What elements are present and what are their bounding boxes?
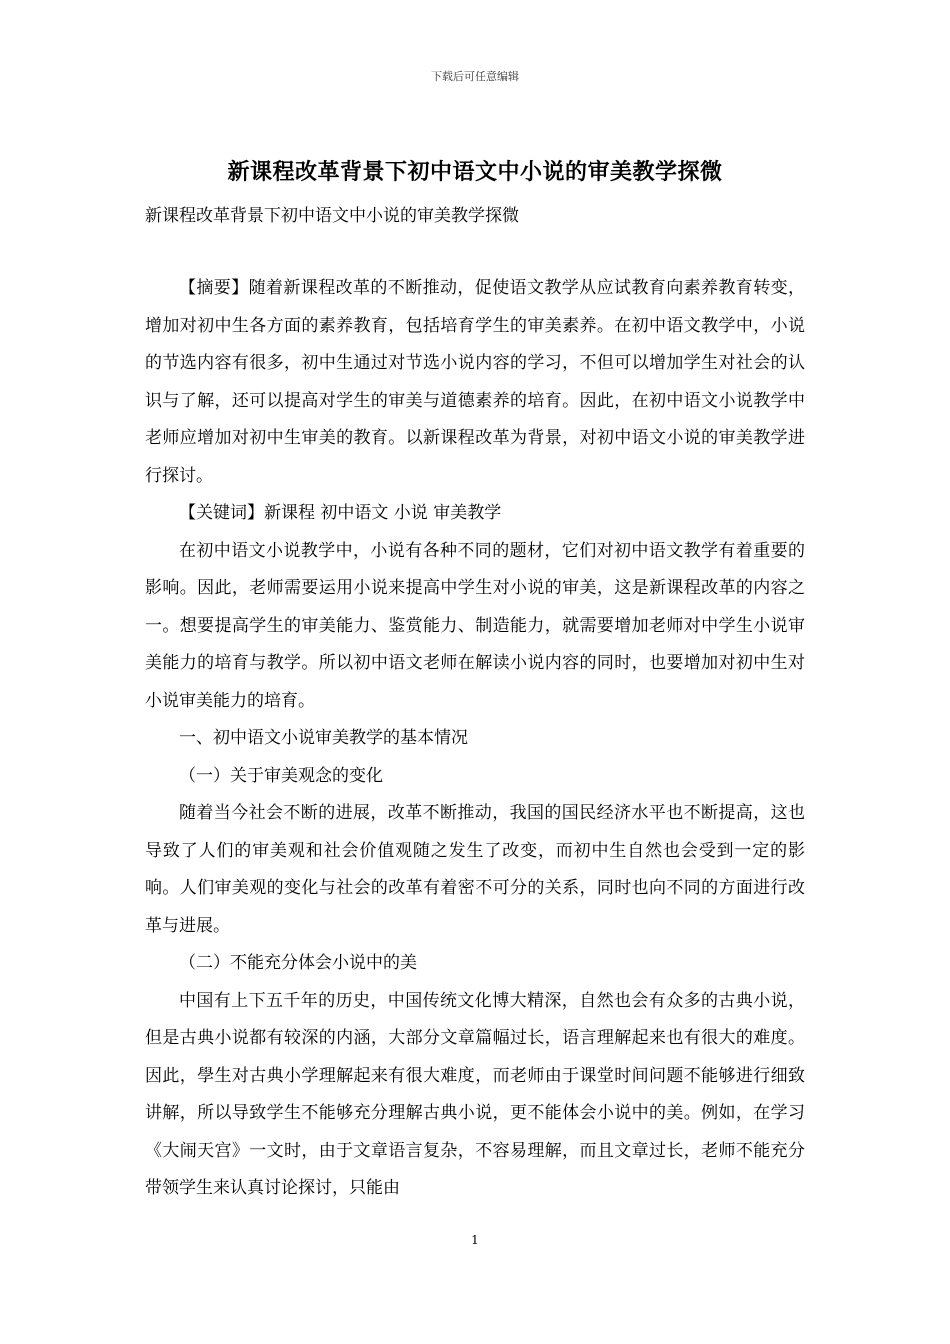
keywords-paragraph: 【关键词】新课程 初中语文 小说 审美教学 bbox=[179, 503, 502, 523]
document-body bbox=[145, 270, 805, 1208]
page-header-note: 下载后可任意编辑 bbox=[431, 70, 519, 83]
subsection-heading: （一）关于审美观念的变化 bbox=[179, 765, 383, 786]
intro-paragraph: 在初中语文小说教学中，小说有各种不同的题材，它们对初中语文教学有着重要的影响。因此，老师需要运用小说来提高中学生对小说的审美，这是新课程改革的内容之一。想要提高学生的审美能力、鉴赏能力、制造能力，就需要增加老师对中学生小说审美能力的培育与教学。所以初中语文老师在解读小说内容的同时，也要增加对初中生对小说审美能力的培育。 bbox=[145, 540, 805, 711]
section-heading: 一、初中语文小说审美教学的基本情况 bbox=[179, 728, 468, 748]
abstract-paragraph: 【摘要】随着新课程改革的不断推动，促使语文教学从应试教育向素养教育转变，增加对初中生各方面的素养教育，包括培育学生的审美素养。在初中语文教学中，小说的节选内容有很多，初中生通过对节选小说内容的学习，不但可以增加学生对社会的认识与了解，还可以提高对学生的审美与道德素养的培育。因此，在初中语文小说教学中老师应增加对初中生审美的教育。以新课程改革为背景，对初中语文小说的审美教学进行探讨。 bbox=[145, 278, 805, 486]
body-paragraph: 中国有上下五千年的历史，中国传统文化博大精深，自然也会有众多的古典小说，但是古典小说都有较深的内涵，大部分文章篇幅过长，语言理解起来也有很大的难度。因此，學生对古典小学理解起来有很大难度，而老师由于课堂时间问题不能够进行细致讲解，所以导致学生不能够充分理解古典小说，更不能体会小说中的美。例如，在学习《大闹天宫》一文时，由于文章语言复杂，不容易理解，而且文章过长，老师不能充分带领学生来认真讨论探讨，只能由 bbox=[145, 990, 805, 1198]
document-title: 新课程改革背景下初中语文中小说的审美教学探微 bbox=[227, 159, 723, 185]
document-subtitle: 新课程改革背景下初中语文中小说的审美教学探微 bbox=[145, 206, 519, 226]
page-number: 1 bbox=[471, 1233, 479, 1247]
subsection-heading: （二）不能充分体会小说中的美 bbox=[179, 953, 417, 973]
body-paragraph: 随着当今社会不断的进展，改革不断推动，我国的国民经济水平也不断提高，这也导致了人们的审美观和社会价值观随之发生了改变，而初中生自然也会受到一定的影响。人们审美观的变化与社会的改革有着密不可分的关系，同时也向不同的方面进行改革与进展。 bbox=[145, 803, 805, 936]
